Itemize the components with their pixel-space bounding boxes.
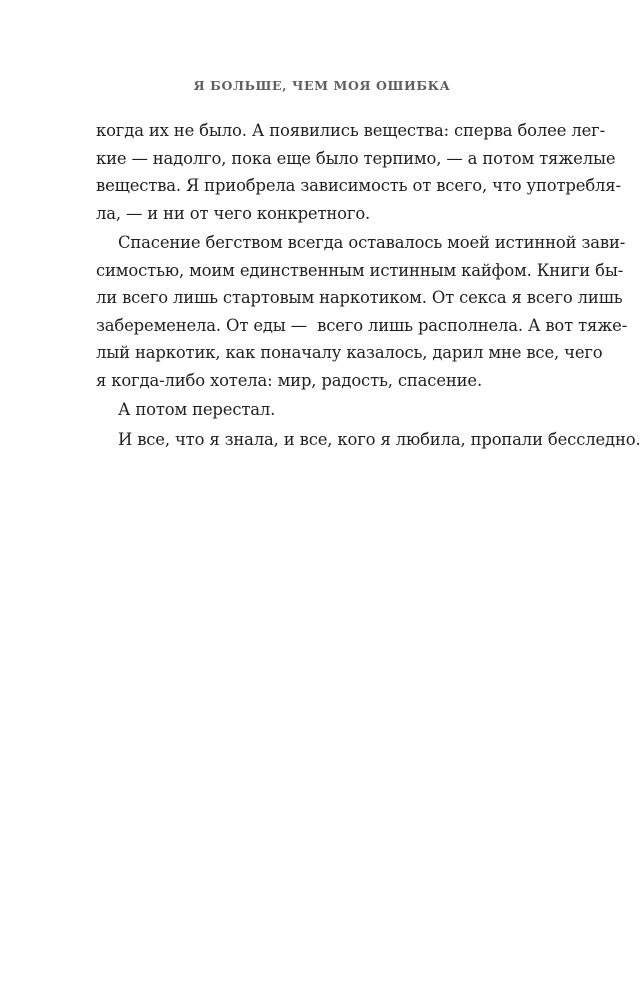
text-line: вещества. Я приобрела зависимость от всего, что употребля- bbox=[96, 176, 621, 195]
text-line: кие — надолго, пока еще было терпимо, — а потом тяжелые bbox=[96, 148, 616, 168]
text-line: забеременела. От еды — всего лишь располнела. А вот тяже- bbox=[96, 315, 628, 335]
body-text bbox=[96, 117, 641, 453]
text-line: А потом перестал. bbox=[118, 400, 276, 419]
text-line: И все, что я знала, и все, кого я любила, пропали бесследно. bbox=[118, 429, 641, 449]
running-head: Я БОЛЬШЕ, ЧЕМ МОЯ ОШИБКА bbox=[193, 78, 451, 93]
text-line: Спасение бегством всегда оставалось моей истинной зави- bbox=[118, 233, 626, 252]
text-line: когда их не было. А появились вещества: сперва более лег- bbox=[96, 121, 605, 140]
paragraph-4 bbox=[96, 426, 641, 454]
paragraph-3 bbox=[96, 396, 577, 424]
paragraph-1 bbox=[96, 117, 621, 227]
text-line: ла, — и ни от чего конкретного. bbox=[96, 203, 371, 223]
text-line: я когда-либо хотела: мир, радость, спасение. bbox=[96, 370, 483, 390]
paragraph-2 bbox=[96, 229, 628, 394]
text-line: лый наркотик, как поначалу казалось, дарил мне все, чего bbox=[96, 343, 603, 362]
text-line: ли всего лишь стартовым наркотиком. От секса я всего лишь bbox=[96, 288, 623, 307]
text-line: симостью, моим единственным истинным кайфом. Книги бы- bbox=[96, 260, 624, 280]
